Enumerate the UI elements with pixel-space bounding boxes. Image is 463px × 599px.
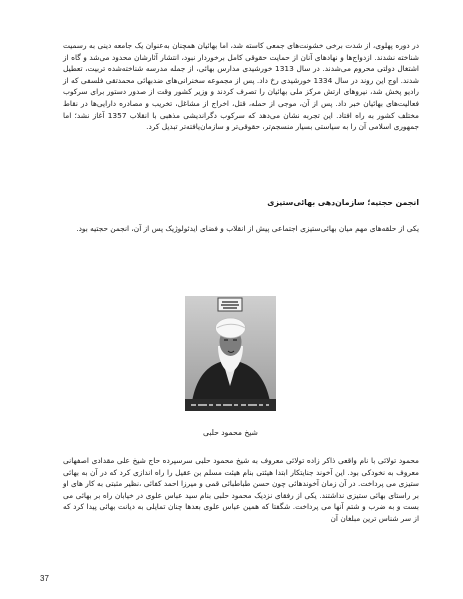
photo-caption: شیخ محمود حلبی (203, 428, 258, 437)
page-number: 37 (40, 574, 49, 583)
portrait-photo (185, 296, 276, 411)
body-paragraph-1: در دوره پهلوی، از شدت برخی خشونت‌های جمعی کاسته شد، اما بهائیان همچنان به‌عنوان یک جامعه دینی به رسمیت شناخته نشدند. ازدواج‌ها و نهادهای آنان از حمایت حقوقی کامل برخوردار نبود، انتشار آثارشان محدود می‌شد و گاه از اشتغال دولتی محروم می‌شدند. در سال 1313 خورشیدی مدارس بهائی، از جمله مدرسه شناخته‌شده تربیت، تعطیل شدند. اوج این روند در سال 1334 خورشیدی رخ داد. پس از مجموعه سخنرانی‌های ضدبهائی محمدتقی فلسفی که از رادیو پخش شد، نیروهای ارتش مرکز ملی بهائیان را تصرف کردند و وزیر کشور وقت از صدور دستور برای سرکوب فعالیت‌های بهائیان خبر داد. پس از آن، موجی از حمله، قتل، اخراج از مشاغل، تخریب و مصادره دارایی‌ها در نقاط مختلف کشور به راه افتاد. این تجربه نشان می‌دهد که سرکوب دگراندیشی مذهبی با انقلاب 1357 آغاز نشد؛ اما جمهوری اسلامی آن را به سیاستی بسیار منسجم‌تر، حقوقی‌تر و سازمان‌یافته‌تر تبدیل کرد. (63, 41, 420, 132)
section-heading: انجمن حجتیه؛ سازمان‌دهی بهائی‌ستیزی (267, 198, 419, 207)
body-paragraph-2: یکی از حلقه‌های مهم میان بهائی‌ستیزی اجتماعی پیش از انقلاب و فضای ایدئولوژیک پس از آن، انجمن حجتیه بود. (76, 224, 419, 233)
body-paragraph-3: محمود تولائی با نام واقعی ذاکر زاده تولائی معروف به شیخ محمود حلبی سرسپرده حاج شیخ علی مقدادی اصفهانی معروف به نخودکی بود. این آخوند جنایتکار ابتدا هیئتی بنام هیئت مسلم بن عقیل را راه اندازی کرد که در آن به بهائی ستیزی می پرداخت. در آن زمان آخوندهائی چون حسن طباطبائی قمی و میرزا احمد کفائی ،نظیر مثبتی به کار های او بر راستای بهائی ستیزی نداشتند. یکی از رفقای نزدیک محمود حلبی بنام سید عباس علوی در خیابان راه بر بهائی می بست و به ضرب و شتم آنها می پرداخت. شگفتا که همین عباس علوی بعدها چنان تمایلی به دیانت بهائی پیدا کرد که از سر شناس ترین مبلغان آن (63, 456, 419, 523)
portrait-image (185, 296, 276, 411)
